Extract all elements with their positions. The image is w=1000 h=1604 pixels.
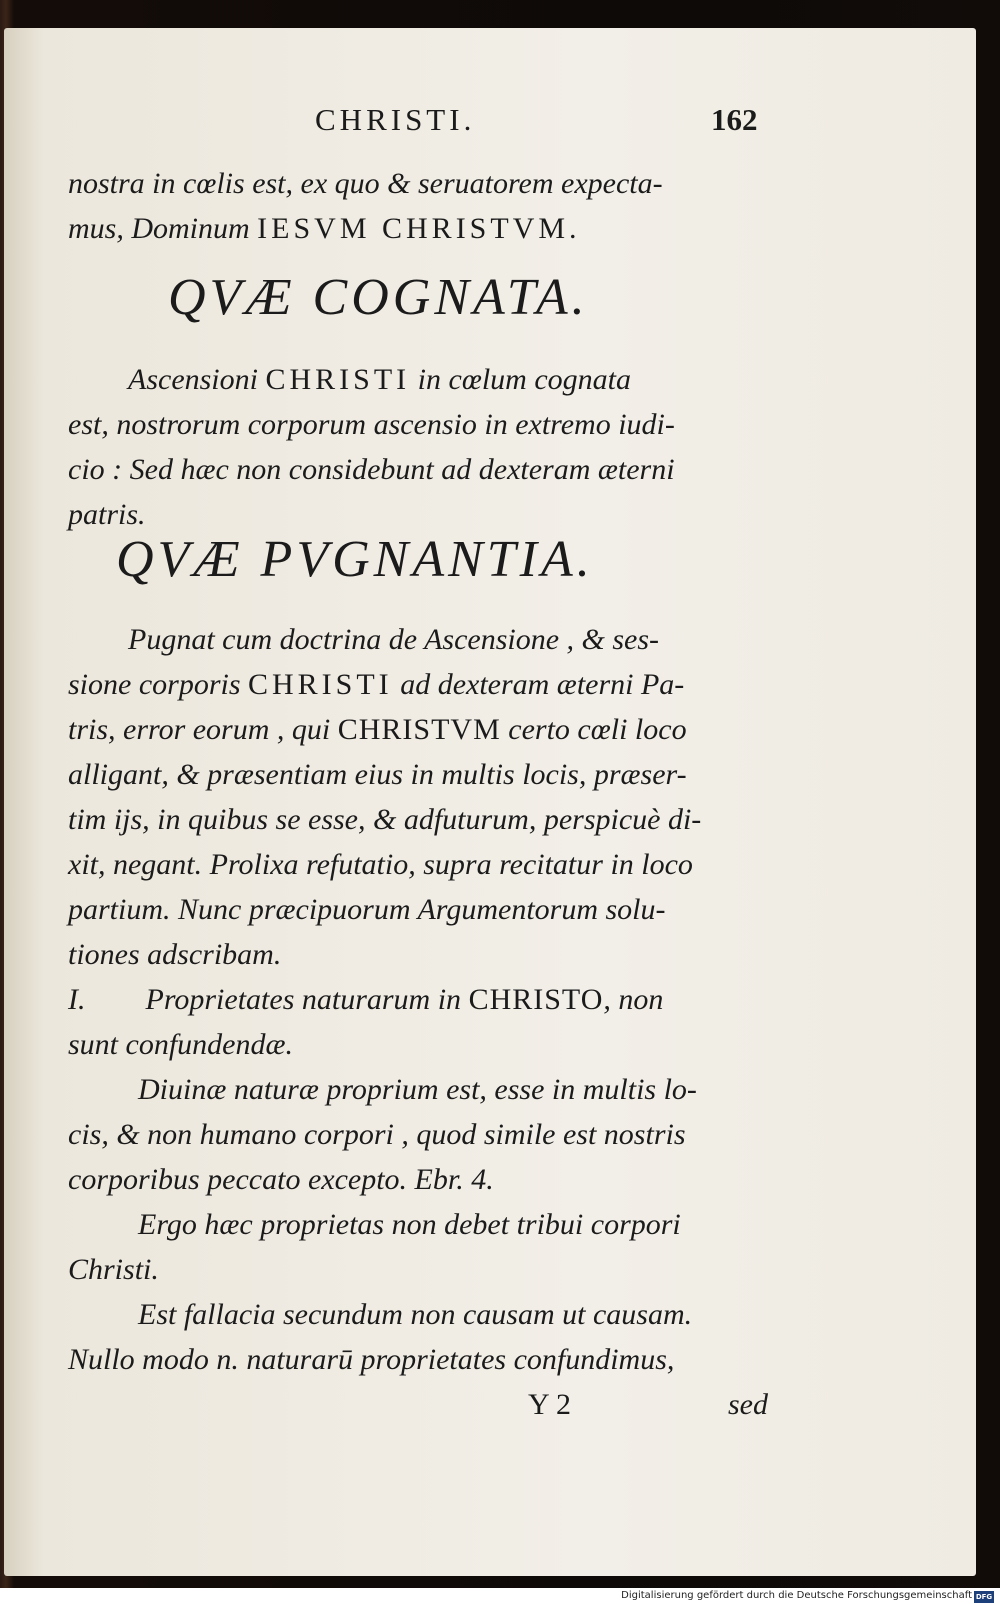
line-text: alligant, & præsentiam eius in multis locis, præser- [68, 758, 687, 791]
line-text: certo cœli loco [508, 713, 687, 746]
numbered-item-marker: I. [68, 983, 86, 1016]
line-text: cio : Sed hæc non considebunt ad dexteram æterni [68, 453, 675, 486]
text-line [138, 1205, 681, 1245]
line-text: Est fallacia secundum non causam ut causam. [138, 1298, 693, 1331]
line-text: partium. Nunc præcipuorum Argumentorum solu- [68, 893, 666, 926]
text-line [138, 1295, 692, 1335]
line-text: Ergo hæc proprietas non debet tribui corpori [138, 1208, 681, 1241]
text-line [68, 845, 693, 885]
line-text: tiones adscribam. [68, 938, 282, 971]
line-text-roman: IESVM CHRISTVM. [257, 212, 581, 245]
section-heading-pugnantia: QVÆ PVGNANTIA. [116, 531, 594, 588]
page-number: 162 [711, 102, 758, 137]
text-line [68, 1115, 686, 1155]
footer-bar [0, 1590, 1000, 1604]
line-text: est, nostrorum corporum ascensio in extremo iudi- [68, 408, 675, 441]
text-line [68, 1340, 674, 1380]
catchword: sed [728, 1388, 768, 1421]
line-text: Pugnat cum doctrina de Ascensione , & ses- [128, 623, 660, 656]
line-text: Nullo modo n. naturarū proprietates confundimus, [68, 1343, 675, 1376]
text-line [128, 620, 659, 660]
line-text: cis, & non humano corpori , quod simile est nostris [68, 1118, 686, 1151]
line-text: in cœlum cognata [417, 363, 631, 396]
line-text: Christi. [68, 1253, 159, 1286]
text-line [68, 450, 675, 490]
line-text: corporibus peccato excepto. Ebr. 4. [68, 1163, 494, 1196]
text-line [68, 935, 281, 975]
text-line [68, 665, 684, 705]
text-line [68, 209, 581, 249]
line-text: sunt confundendæ. [68, 1028, 293, 1061]
text-line [68, 1025, 293, 1065]
line-text: patris. [68, 498, 146, 531]
funding-credit: Digitalisierung gefördert durch die Deutsche Forschungsgemeinschaft [621, 1590, 972, 1601]
text-line [68, 755, 687, 795]
section-heading-cognata: QVÆ COGNATA. [168, 269, 589, 326]
line-text: tim ijs, in quibus se esse, & adfuturum, perspicuè di- [68, 803, 702, 836]
line-text: mus, Dominum [68, 212, 250, 245]
line-text: sione corporis [68, 668, 241, 701]
text-line [68, 164, 663, 204]
line-text-roman: CHRISTVM [337, 713, 501, 746]
line-text-roman: CHRISTI [265, 363, 411, 396]
text-line [128, 360, 631, 400]
book-page [4, 28, 976, 1576]
line-text: Proprietates naturarum in [145, 983, 462, 1016]
line-text: nostra in cœlis est, ex quo & seruatorem expecta- [68, 167, 663, 200]
text-line [138, 1070, 697, 1110]
line-text-roman: CHRISTO [468, 983, 604, 1016]
signature-mark: Y 2 [528, 1388, 572, 1421]
line-text: , non [603, 983, 664, 1016]
text-line [68, 980, 663, 1020]
text-line [68, 405, 675, 445]
text-line [68, 495, 146, 535]
text-line [68, 800, 701, 840]
text-line [68, 890, 666, 930]
dfg-logo-icon: DFG [975, 1593, 993, 1601]
line-text: tris, error eorum , qui [68, 713, 331, 746]
line-text-roman: CHRISTI [248, 668, 393, 701]
line-text: Diuinæ naturæ proprium est, esse in multis lo- [138, 1073, 697, 1106]
line-text: xit, negant. Prolixa refutatio, supra recitatur in loco [68, 848, 693, 881]
running-title: CHRISTI. [315, 102, 476, 137]
line-text: ad dexteram æterni Pa- [400, 668, 685, 701]
text-line [68, 1160, 494, 1200]
line-text: Ascensioni [128, 363, 258, 396]
text-line [68, 1250, 159, 1290]
text-line [68, 710, 687, 750]
